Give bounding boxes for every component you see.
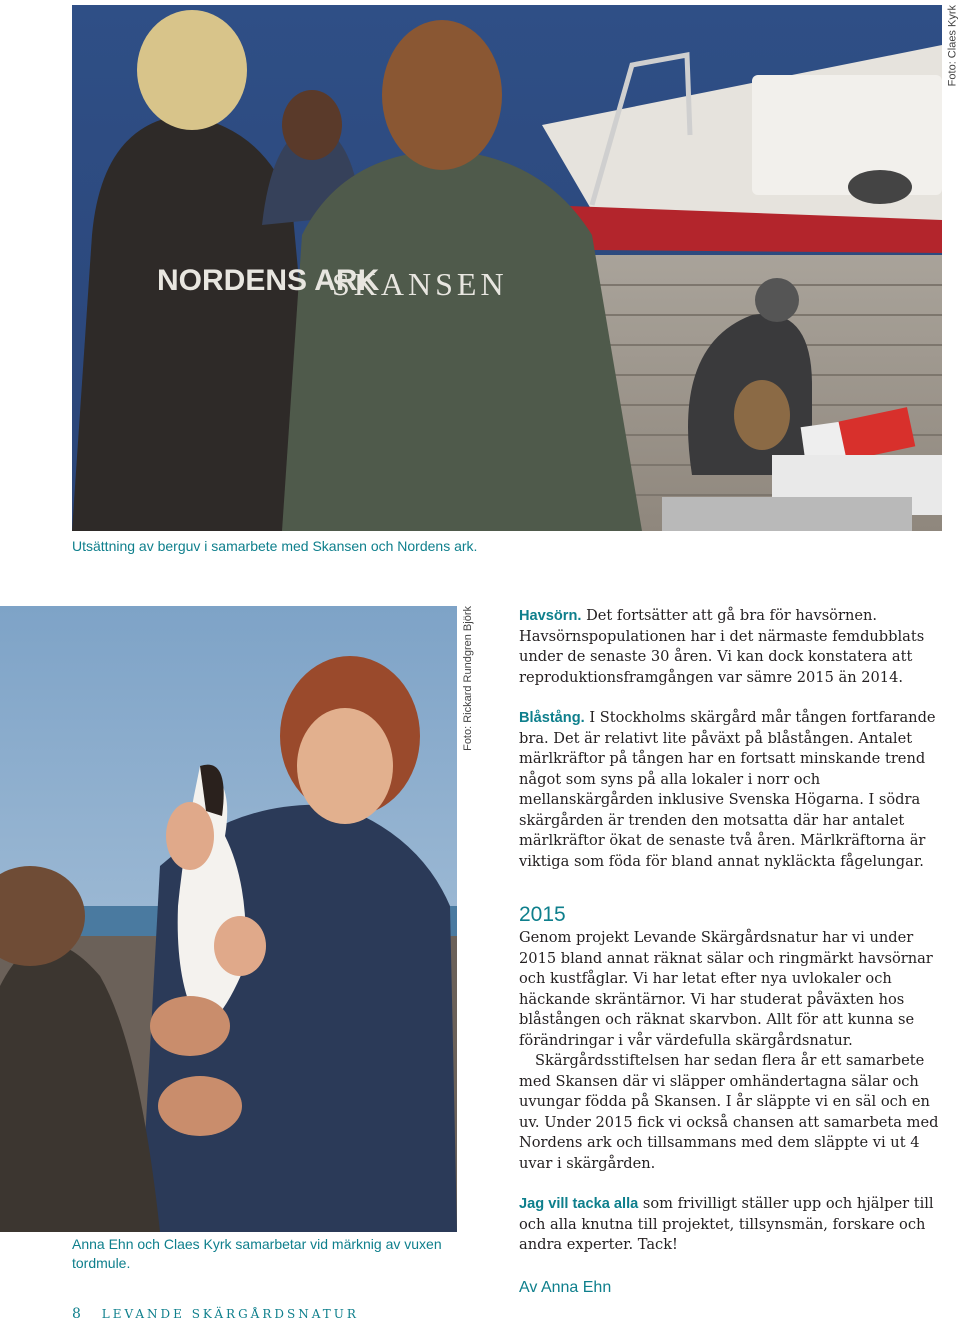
havsorn-text: Det fortsätter att gå bra för havsörnen. Havsörnspopulationen har i det närmaste femdubblats under de senaste 30 åren. Vi kan dock konstatera att reproduktionsframgången var sämre 2015 än 2014.	[519, 607, 925, 686]
page-footer	[72, 1306, 359, 1322]
blastang-lead: Blåstång.	[519, 710, 585, 726]
jacket-text-left: NORDENS ARK	[157, 264, 380, 297]
mid-photo	[0, 606, 457, 1232]
year-paragraph-1: Genom projekt Levande Skärgårdsnatur har vi under 2015 bland annat räknat sälar och ringmärkt havsörnar och kustfåglar. Vi har letat efter nya uvlokaler och häckande skräntärnor. Vi har studerat påväxten hos blåstången och räknat skarvbon. Allt för att kunna se förändringar i vår värdefulla skärgårdsnatur.	[519, 929, 933, 1049]
top-photo-credit-wrap	[944, 5, 960, 531]
mid-photo-credit-wrap	[460, 606, 476, 766]
page-number: 8	[72, 1306, 81, 1322]
author-byline: Av Anna Ehn	[519, 1278, 612, 1296]
blastang-text: I Stockholms skärgård mår tången fortfarande bra. Det är relativt lite påväxt på blåstången. Antalet märlkräftor på tången har en fortsatt minskande trend något som syns på alla lokaler i norr och mellanskärgården inklusive Svenska Högarna. I södra skärgården är trenden den motsatta där har antalet märlkräftor ökat de senaste två åren. Märlkräftorna är viktiga som föda för bland annat nykläckta fågelungar.	[519, 709, 936, 870]
blastang-paragraph	[519, 708, 943, 872]
mid-photo-caption: Anna Ehn och Claes Kyrk samarbetar vid märknig av vuxen tordmule.	[72, 1236, 442, 1271]
thanks-text: som frivilligt ställer upp och hjälper till och alla knutna till projektet, tillsynsmän, forskare och andra experter. Tack!	[519, 1195, 934, 1253]
article-column	[519, 606, 943, 1298]
mid-photo-credit: Foto: Rickard Rundgren Björk	[462, 606, 474, 751]
year-heading: 2015	[519, 903, 566, 926]
top-photo-credit: Foto: Claes Kyrk	[946, 5, 958, 87]
thanks-lead: Jag vill tacka alla	[519, 1196, 639, 1212]
jacket-text-right: SKANSEN	[332, 266, 508, 302]
top-photo-caption: Utsättning av berguv i samarbete med Skansen och Nordens ark.	[72, 538, 478, 554]
havsorn-paragraph	[519, 606, 943, 688]
thanks-paragraph	[519, 1194, 943, 1256]
top-photo	[72, 5, 942, 531]
havsorn-lead: Havsörn.	[519, 608, 582, 624]
year-paragraph-2: Skärgårdsstiftelsen har sedan flera år ett samarbete med Skansen där vi släpper omhändertagna sälar och uvungar födda på Skansen. I år släppte vi en säl och en uv. Under 2015 fick vi också chansen att samarbeta med Nordens ark och tillsammans med dem släppte vi ut 4 uvar i skärgården.	[519, 1052, 939, 1172]
publication-name: LEVANDE SKÄRGÅRDSNATUR	[101, 1307, 359, 1321]
